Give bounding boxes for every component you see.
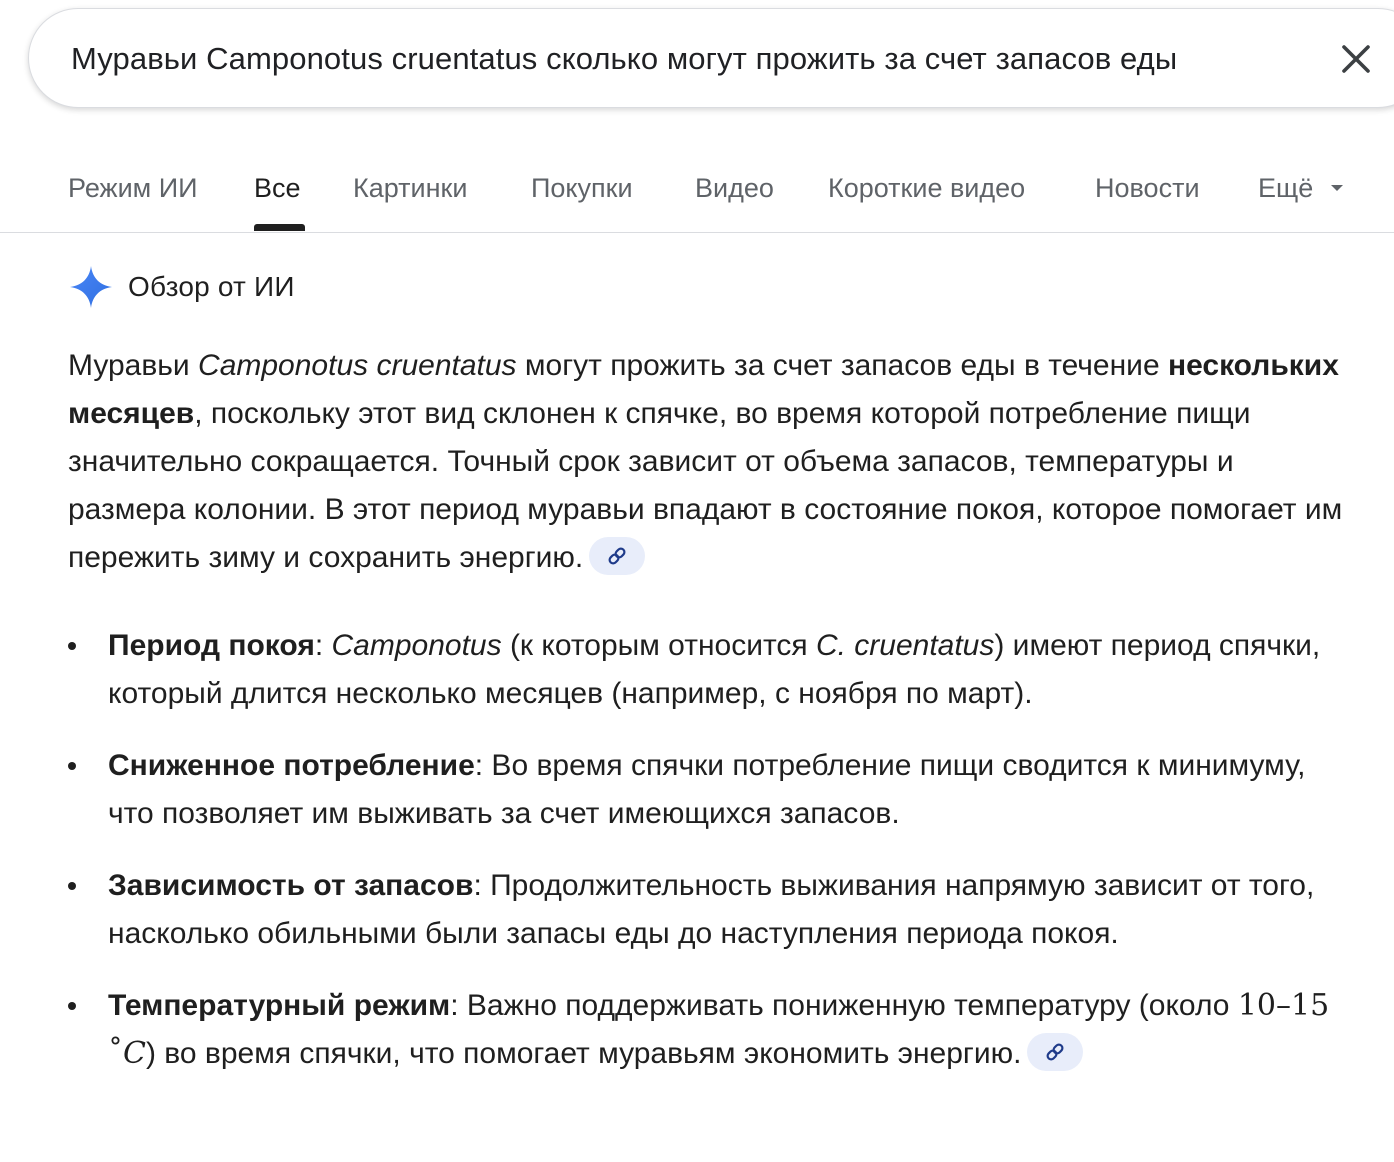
bullet-term: Сниженное потребление xyxy=(108,749,475,782)
bullet-dot xyxy=(68,762,76,770)
bullet-term: Зависимость от запасов xyxy=(108,869,474,902)
search-tabs xyxy=(0,150,1394,233)
degree-sign: ˚ xyxy=(108,1036,123,1071)
source-link-button[interactable] xyxy=(589,537,645,575)
tab-more-label: Ещё xyxy=(1258,173,1314,203)
list-item xyxy=(68,742,1358,838)
tab-more[interactable] xyxy=(1258,168,1343,208)
search-bar xyxy=(28,8,1394,108)
active-tab-indicator xyxy=(254,224,305,231)
list-item xyxy=(68,622,1358,718)
tab-short-videos[interactable]: Короткие видео xyxy=(828,173,1026,203)
bullet-dot xyxy=(68,882,76,890)
link-icon xyxy=(607,546,627,566)
tab-ai-mode[interactable]: Режим ИИ xyxy=(68,173,198,203)
search-input[interactable]: Муравьи Camponotus cruentatus сколько могут прожить за счет запасов еды xyxy=(71,41,1178,76)
ai-overview-summary xyxy=(68,342,1358,582)
bullet-term: Температурный режим xyxy=(108,989,451,1022)
summary-text-3: , поскольку этот вид склонен к спячке, во время которой потребление пищи значительно сокращается. Точный срок зависит от объема запасов, температуры и размера колонии. В этот период муравьи впадают в состояние покоя, которое помогает им пережить зиму и сохранить энергию. xyxy=(68,397,1343,574)
list-item xyxy=(68,982,1358,1078)
sparkle-icon xyxy=(68,264,114,310)
tab-images[interactable]: Картинки xyxy=(353,173,468,203)
tab-videos[interactable]: Видео xyxy=(695,173,774,203)
genus-name: Camponotus xyxy=(331,629,502,662)
ai-overview-title: Обзор от ИИ xyxy=(128,271,295,302)
bullet-text: : Во время спячки потребление пищи сводится к минимуму, что позволяет им выживать за счет имеющихся запасов. xyxy=(108,749,1306,830)
bullet-text: (к которым относится xyxy=(501,629,816,662)
summary-text-1: Муравьи xyxy=(68,349,199,382)
species-name: Camponotus cruentatus xyxy=(198,349,517,382)
source-link-button[interactable] xyxy=(1027,1033,1083,1071)
tab-news[interactable]: Новости xyxy=(1095,173,1200,203)
temperature-range: 10–15 xyxy=(1237,988,1330,1023)
clear-search-button[interactable] xyxy=(1334,37,1378,81)
summary-highlight: нескольких месяцев xyxy=(68,349,1339,430)
ai-overview-bullets xyxy=(68,622,1358,1102)
summary-text-2: могут прожить за счет запасов еды в течение xyxy=(516,349,1168,382)
bullet-text: ) во время спячки, что помогает муравьям экономить энергию. xyxy=(145,1037,1022,1070)
bullet-term: Период покоя xyxy=(108,629,315,662)
link-icon xyxy=(1045,1042,1065,1062)
temperature-unit: C xyxy=(123,1036,146,1071)
list-item xyxy=(68,862,1358,958)
bullet-text: ) имеют период спячки, который длится несколько месяцев (например, с ноября по март). xyxy=(108,629,1321,710)
bullet-text: : xyxy=(314,629,332,662)
species-short-name: C. cruentatus xyxy=(815,629,995,662)
close-icon xyxy=(1334,37,1378,81)
caret-down-icon xyxy=(1331,185,1343,191)
bullet-dot xyxy=(68,642,76,650)
tab-shopping[interactable]: Покупки xyxy=(531,173,633,203)
bullet-dot xyxy=(68,1002,76,1010)
bullet-text: : Важно поддерживать пониженную температуру (около xyxy=(450,989,1238,1022)
tab-all[interactable]: Все xyxy=(254,173,301,203)
ai-overview-header xyxy=(68,264,295,310)
bullet-text: : Продолжительность выживания напрямую зависит от того, насколько обильными были запасы еды до наступления периода покоя. xyxy=(108,869,1315,950)
